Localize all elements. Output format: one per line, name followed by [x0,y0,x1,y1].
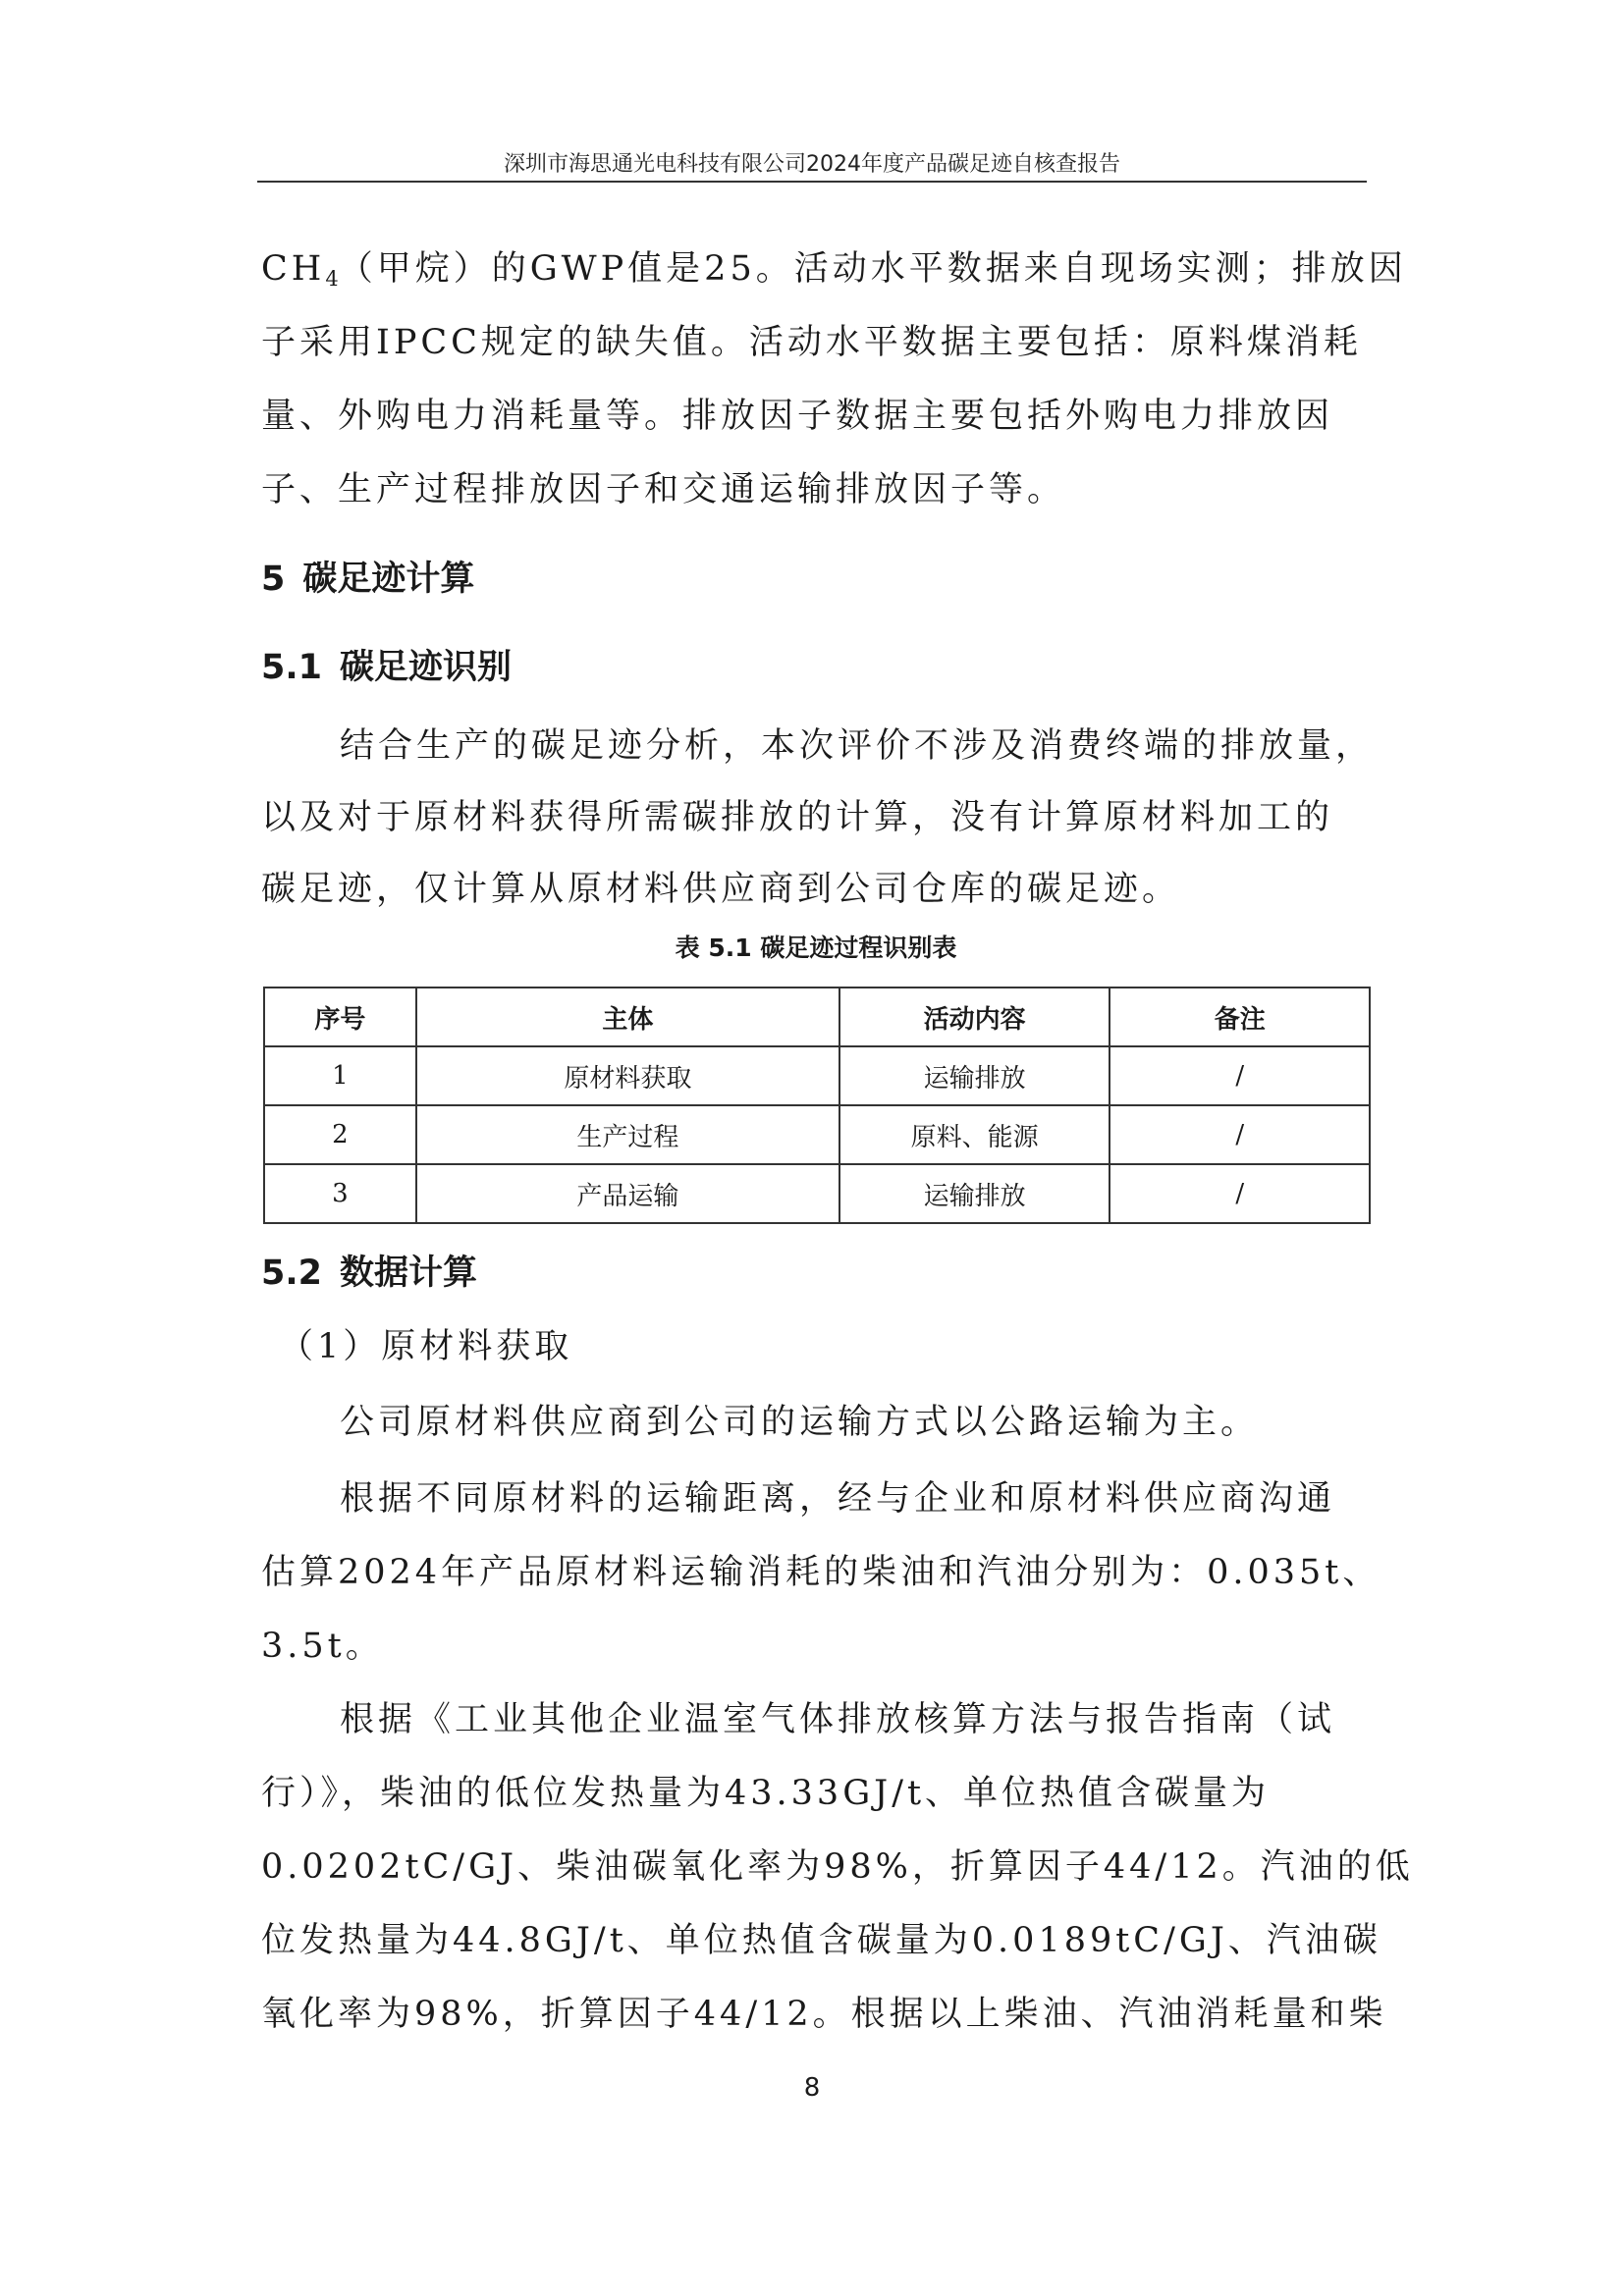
section-5-2-para-3-line-5: 氧化率为98%，折算因子44/12。根据以上柴油、汽油消耗量和柴 [261,1995,1387,2034]
table-cell: / [1110,1046,1370,1105]
table-caption: 表 5.1 碳足迹过程识别表 [675,934,957,962]
section-5-1-para-line-3: 碳足迹，仅计算从原材料供应商到公司仓库的碳足迹。 [261,870,1181,909]
table-cell: 3 [264,1164,416,1223]
carbon-footprint-table [263,987,1371,1224]
table-cell: 原材料获取 [416,1046,839,1105]
table-cell: / [1110,1105,1370,1164]
section-5-1-para-line-1: 结合生产的碳足迹分析，本次评价不涉及消费终端的排放量， [340,726,1375,766]
table-cell: 产品运输 [416,1164,839,1223]
section-5-2-para-3-line-3: 0.0202tC/GJ、柴油碳氧化率为98%，折算因子44/12。汽油的低 [261,1847,1414,1887]
section-5-2-para-3-line-2: 行）》，柴油的低位发热量为43.33GJ/t、单位热值含碳量为 [261,1774,1271,1813]
table-header-cell: 备注 [1110,988,1370,1046]
intro-line-2: 子采用IPCC规定的缺失值。活动水平数据主要包括：原料煤消耗 [261,323,1362,362]
section-5-title: 碳足迹计算 [302,560,475,599]
section-5-1-title: 碳足迹识别 [340,648,513,687]
intro-line-4: 子、生产过程排放因子和交通运输排放因子等。 [261,470,1066,509]
section-5-2-para-3-line-4: 位发热量为44.8GJ/t、单位热值含碳量为0.0189tC/GJ、汽油碳 [261,1921,1381,1960]
section-5-2-para-2-line-1: 根据不同原材料的运输距离，经与企业和原材料供应商沟通 [340,1479,1336,1519]
table-cell: 1 [264,1046,416,1105]
header-rule [257,181,1367,183]
table-cell: 生产过程 [416,1105,839,1164]
intro-ch-text: CH [261,249,326,289]
table-cell: / [1110,1164,1370,1223]
table-row [264,1046,1370,1105]
page-header-title: 深圳市海思通光电科技有限公司2024年度产品碳足迹自核查报告 [504,152,1120,177]
intro-ch-subscript: 4 [325,267,339,291]
table-row [264,1164,1370,1223]
intro-line-3: 量、外购电力消耗量等。排放因子数据主要包括外购电力排放因 [261,397,1334,436]
table-header-cell: 序号 [264,988,416,1046]
section-5-2-title: 数据计算 [340,1254,478,1293]
section-5-1-number: 5.1 [261,648,323,687]
section-5-2-para-2-line-3: 3.5t。 [261,1627,384,1666]
table-cell: 运输排放 [839,1046,1110,1105]
table-cell: 运输排放 [839,1164,1110,1223]
subsection-raw-material: （1）原材料获取 [279,1327,573,1366]
table-header-row [264,988,1370,1046]
section-5-heading [261,558,474,601]
page-number: 8 [803,2073,821,2103]
table-header-cell: 主体 [416,988,839,1046]
table-cell: 原料、能源 [839,1105,1110,1164]
intro-line-1 [261,247,1407,300]
section-5-1-para-line-2: 以及对于原材料获得所需碳排放的计算，没有计算原材料加工的 [261,798,1334,837]
section-5-2-para-3-line-1: 根据《工业其他企业温室气体排放核算方法与报告指南（试 [340,1700,1336,1739]
table-row [264,1105,1370,1164]
section-5-number: 5 [261,560,286,599]
section-5-2-para-1: 公司原材料供应商到公司的运输方式以公路运输为主。 [340,1403,1260,1442]
section-5-1-heading [261,646,512,689]
section-5-2-number: 5.2 [261,1254,323,1293]
section-5-2-para-2-line-2: 估算2024年产品原材料运输消耗的柴油和汽油分别为：0.035t、 [261,1553,1381,1592]
intro-line-1-rest: （甲烷）的GWP值是25。活动水平数据来自现场实测；排放因 [338,249,1407,289]
table-header-cell: 活动内容 [839,988,1110,1046]
table-cell: 2 [264,1105,416,1164]
section-5-2-heading [261,1252,477,1295]
